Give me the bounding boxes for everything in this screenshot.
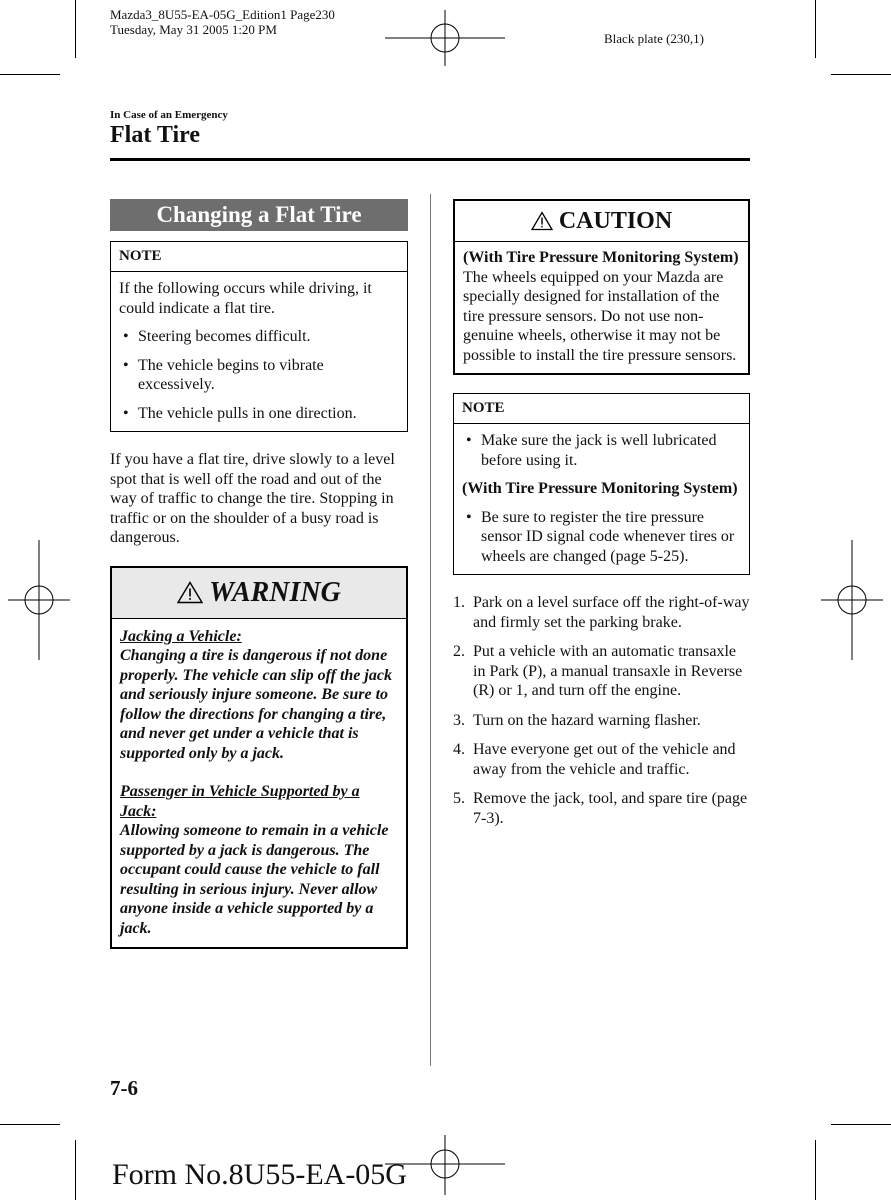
note-heading: NOTE	[454, 394, 749, 424]
step-text: Put a vehicle with an automatic transaxle in Park (P), a manual transaxle in Reverse (R) or 1, and turn off the engine.	[473, 643, 743, 699]
registration-mark-left	[8, 540, 70, 660]
column-divider	[430, 194, 431, 1066]
note-bullet-list	[462, 508, 741, 567]
right-column	[453, 199, 750, 838]
doc-info-line1: Mazda3_8U55-EA-05G_Edition1 Page230	[110, 7, 335, 22]
procedure-steps	[453, 593, 750, 828]
caution-text: The wheels equipped on your Mazda are specially designed for installation of the tire pressure sensors. Do not use non-genuine wheels, otherwise it may not be possible to install the tire pressure sensors.	[463, 268, 737, 364]
crop-mark	[75, 0, 76, 58]
step-number: 5.	[453, 790, 465, 807]
list-item: • The vehicle pulls in one direction.	[119, 404, 399, 424]
form-number: Form No.8U55-EA-05G	[112, 1158, 407, 1191]
note-intro: If the following occurs while driving, it could indicate a flat tire.	[119, 280, 372, 317]
page-number: 7-6	[110, 1076, 138, 1100]
plate-label: Black plate (230,1)	[604, 31, 704, 46]
page-title: Flat Tire	[110, 122, 200, 148]
list-item: • The vehicle begins to vibrate excessively.	[119, 356, 399, 395]
warning-item-title: Passenger in Vehicle Supported by a Jack:	[120, 783, 360, 820]
step-number: 1.	[453, 594, 465, 611]
note-heading: NOTE	[111, 242, 407, 272]
list-item	[453, 642, 750, 701]
section-label: In Case of an Emergency	[110, 109, 228, 121]
warning-box	[110, 566, 408, 950]
list-item	[453, 740, 750, 779]
step-text: Have everyone get out of the vehicle and away from the vehicle and traffic.	[473, 741, 736, 778]
list-item	[453, 711, 750, 731]
step-number: 2.	[453, 643, 465, 660]
list-item: • Steering becomes difficult.	[119, 327, 399, 347]
list-item	[453, 593, 750, 632]
list-item: • Make sure the jack is well lubricated before using it.	[462, 431, 741, 470]
warning-item-title: Jacking a Vehicle:	[120, 627, 242, 645]
step-text: Remove the jack, tool, and spare tire (page 7-3).	[473, 790, 748, 827]
registration-mark-top	[385, 10, 505, 66]
step-text: Park on a level surface off the right-of-way and firmly set the parking brake.	[473, 594, 750, 631]
warning-triangle-icon	[177, 581, 203, 604]
doc-info-line2: Tuesday, May 31 2005 1:20 PM	[110, 22, 277, 37]
registration-mark-right	[821, 540, 883, 660]
caution-triangle-icon	[531, 211, 553, 231]
crop-mark	[0, 1124, 60, 1125]
section-banner: Changing a Flat Tire	[110, 199, 408, 231]
list-item: • Be sure to register the tire pressure sensor ID signal code whenever tires or wheels are changed (page 5-25).	[462, 508, 741, 567]
caution-subtitle: (With Tire Pressure Monitoring System)	[463, 249, 739, 266]
crop-mark	[815, 1140, 816, 1200]
flat-tire-paragraph: If you have a flat tire, drive slowly to a level spot that is well off the road and out of the way of traffic to change the tire. Stopping in traffic or on the shoulder of a busy road is dangerous.	[110, 451, 395, 546]
warning-header	[112, 568, 406, 619]
warning-item-text: Changing a tire is dangerous if not done properly. The vehicle can slip off the jack and seriously injure someone. Be sure to follow the directions for changing a tire, and never get under a vehicle that is supported only by a jack.	[120, 647, 392, 762]
title-rule	[110, 158, 750, 161]
crop-mark	[831, 74, 891, 75]
caution-header	[455, 201, 748, 242]
note-subtitle: (With Tire Pressure Monitoring System)	[462, 480, 738, 497]
note-bullet-list	[462, 431, 741, 470]
step-number: 4.	[453, 741, 465, 758]
note-box	[110, 241, 408, 432]
crop-mark	[0, 74, 60, 75]
list-item	[453, 789, 750, 828]
note-box-right	[453, 393, 750, 575]
step-text: Turn on the hazard warning flasher.	[473, 711, 701, 729]
crop-mark	[815, 0, 816, 58]
caution-heading: CAUTION	[558, 207, 673, 234]
crop-mark	[75, 1140, 76, 1200]
warning-heading: WARNING	[209, 576, 341, 608]
warning-item-text: Allowing someone to remain in a vehicle supported by a jack is dangerous. The occupant could cause the vehicle to fall resulting in serious injury. Never allow anyone inside a vehicle supported by a jack.	[120, 822, 389, 937]
caution-box	[453, 199, 750, 375]
crop-mark	[831, 1124, 891, 1125]
left-column	[110, 199, 408, 949]
step-number: 3.	[453, 711, 465, 729]
doc-info	[110, 7, 335, 37]
note-bullet-list	[119, 327, 399, 423]
